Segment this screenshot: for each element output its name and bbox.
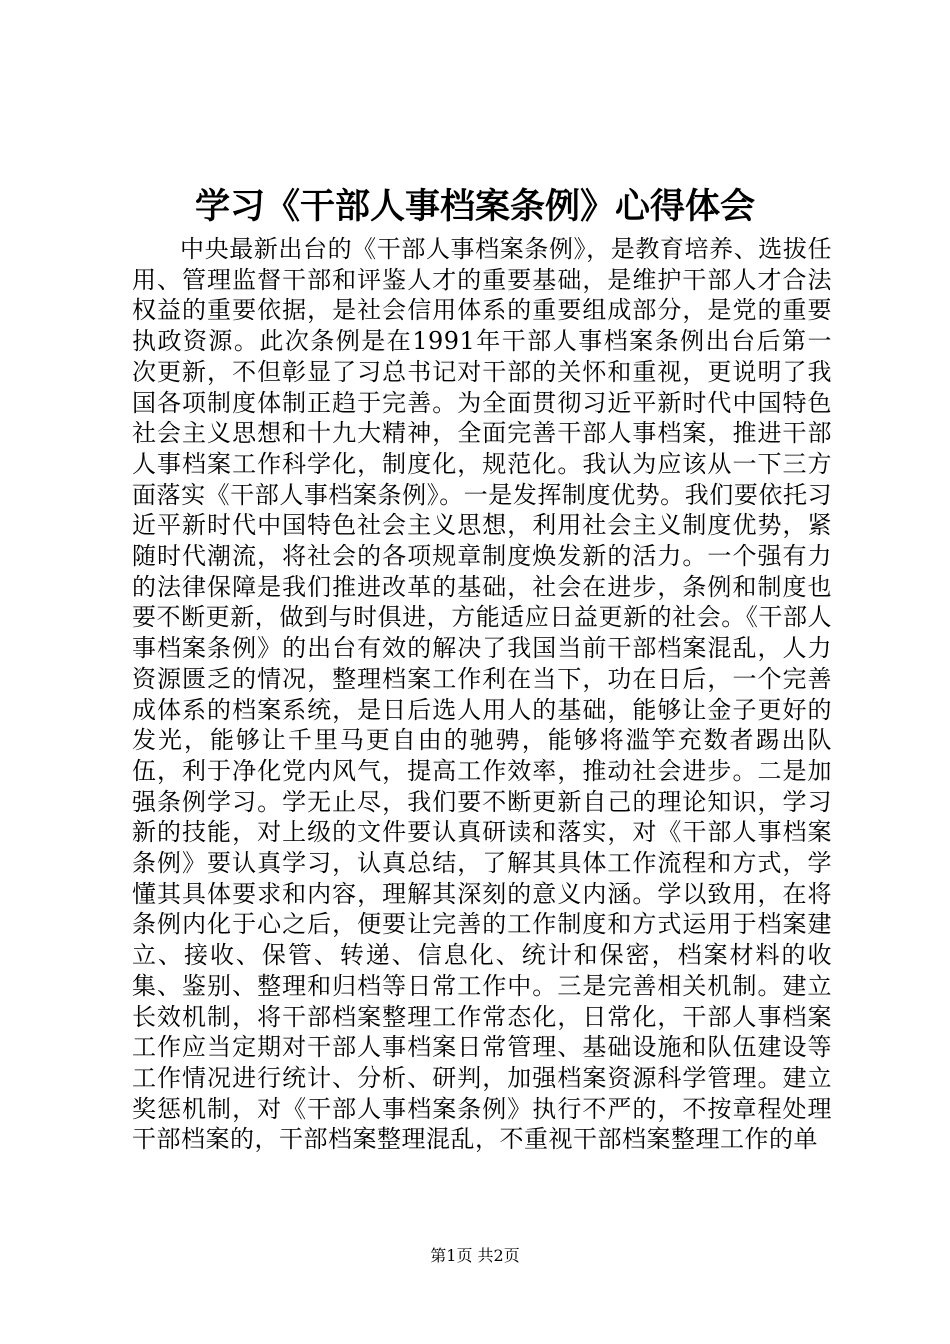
body-paragraph: 中央最新出台的《干部人事档案条例》，是教育培养、选拔任用、管理监督干部和评鉴人才的重要基础，是维护干部人才合法权益的重要依据，是社会信用体系的重要组成部分，是党的重要执政资源。此次条例是在1991年干部人事档案条例出台后第一次更新，不但彰显了习总书记对干部的关怀和重视，更说明了我国各项制度体制正趋于完善。为全面贯彻习近平新时代中国特色社会主义思想和十九大精神，全面完善干部人事档案，推进干部人事档案工作科学化，制度化，规范化。我认为应该从一下三方面落实《干部人事档案条例》。一是发挥制度优势。我们要依托习近平新时代中国特色社会主义思想，利用社会主义制度优势，紧随时代潮流，将社会的各项规章制度焕发新的活力。一个强有力的法律保障是我们推进改革的基础，社会在进步，条例和制度也要不断更新，做到与时俱进，方能适应日益更新的社会。《干部人事档案条例》的出台有效的解决了我国当前干部档案混乱，人力资源匮乏的情况，整理档案工作利在当下，功在日后，一个完善成体系的档案系统，是日后选人用人的基础，能够让金子更好的发光，能够让千里马更自由的驰骋，能够将滥竽充数者踢出队伍，利于净化党内风气，提高工作效率，推动社会进步。二是加强条例学习。学无止尽，我们要不断更新自己的理论知识，学习新的技能，对上级的文件要认真研读和落实，对《干部人事档案条例》要认真学习，认真总结，了解其具体工作流程和方式，学懂其具体要求和内容，理解其深刻的意义内涵。学以致用，在将条例内化于心之后，便要让完善的工作制度和方式运用于档案建立、接收、保管、转递、信息化、统计和保密，档案材料的收集、鉴别、整理和归档等日常工作中。三是完善相关机制。建立长效机制，将干部档案整理工作常态化，日常化，干部人事档案工作应当定期对干部人事档案日常管理、基础设施和队伍建设等工作情况进行统计、分析、研判，加强档案资源科学管理。建立奖惩机制，对《干部人事档案条例》执行不严的，不按章程处理干部档案的，干部档案整理混乱，不重视干部档案整理工作的单 [132,235,832,1154]
document-title: 学习《干部人事档案条例》心得体会 [194,186,755,227]
page-footer: 第1页 共2页 [430,1246,520,1265]
